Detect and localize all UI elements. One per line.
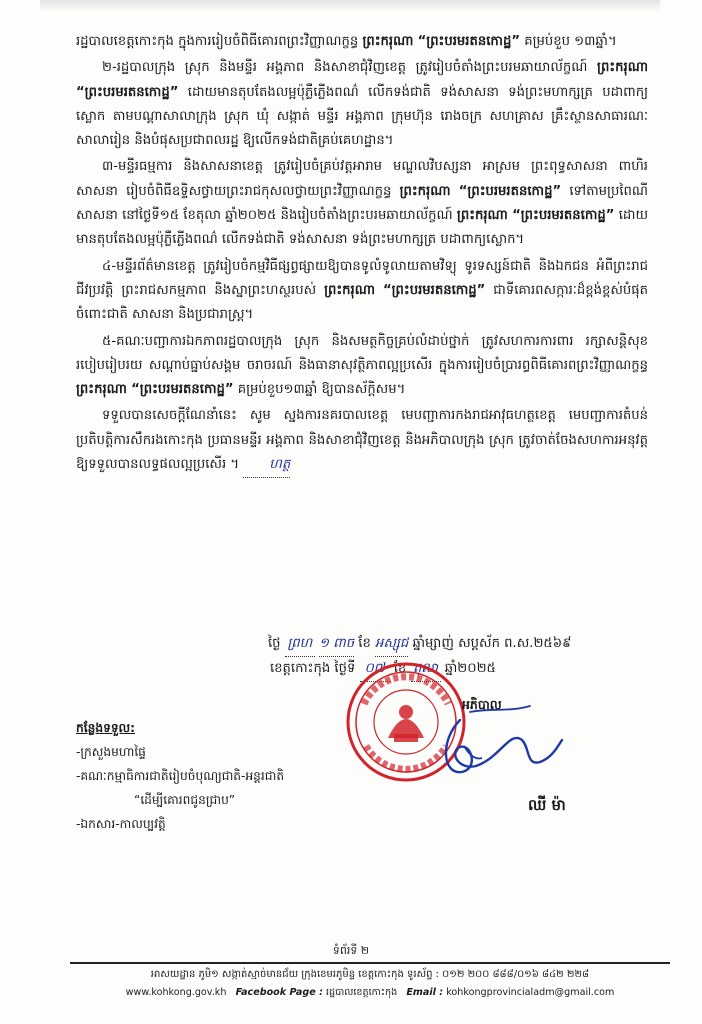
footer-contact	[70, 986, 670, 1000]
paragraph-closing: ទទួលបានសេចក្តីណែនាំនេះ សូម ស្នងការនគរបាលខេត្ត មេបញ្ជាការកងរាជអាវុធហត្ថខេត្ត មេបញ្ជាការតំបន់ប្រតិបត្តិការសឹករងកោះកុង ប្រធានមន្ទីរ អង្គភាព និងសាខាជុំវិញខេត្ត និងអភិបាលក្រុង ស្រុក ត្រូវចាត់ចែងសហការអនុវត្តឱ្យទទួលបានលទ្ធផលល្អប្រសើរ ។ ហត្ថ	[76, 404, 648, 478]
signature-icon	[430, 700, 570, 790]
emphasis-title: ព្រះករុណា	[399, 183, 451, 199]
facebook-value: រដ្ឋបាលខេត្តកោះកុង	[325, 987, 398, 998]
lunar-date-line: ថ្ងៃ ព្រហ ១ ពាច ខែ អស្សុជ ឆ្នាំម្សាញ់ សប្តស័ក ព.ស.២៥៦៩	[230, 632, 670, 657]
handwritten-lunar-day: ១ ពាច	[319, 632, 354, 657]
facebook-label: Facebook Page :	[235, 987, 323, 998]
paragraph-5: ៥-គណៈបញ្ជាការឯកភាពរដ្ឋបាលក្រុង ស្រុក និងសមត្ថកិច្ចគ្រប់លំដាប់ថ្នាក់ ត្រូវសហការការពារ រក្សាសន្តិសុខ របៀបរៀបរយ សណ្តាប់ធ្នាប់សង្គម ចរាចរណ៍ និងធានាសុវត្ថិភាពល្អប្រសើរ ក្នុងការរៀបចំប្រារព្ធពិធីគោរពព្រះវិញ្ញាណក្ខន្ធ ព្រះករុណា “ព្រះបរមរតនកោដ្ឋ” គម្រប់ខួប១៣ឆ្នាំ ឱ្យបានស័ក្តិសម។	[76, 333, 648, 398]
emphasis-title: ព្រះករុណា	[324, 282, 376, 298]
handwritten-month: តុលា	[411, 657, 441, 682]
handwritten-month: អស្សុជ	[375, 632, 408, 657]
footer-divider	[70, 962, 670, 964]
handwritten-day: ព្រហ	[285, 632, 315, 657]
emphasis-title: “ព្រះបរមរតនកោដ្ឋ”	[131, 382, 234, 398]
cc-title: កន្លែងទទួល:	[76, 721, 136, 735]
emphasis-title: “ព្រះបរមរតនកោដ្ឋ”	[458, 183, 562, 199]
handwritten-date: ០៧	[360, 657, 390, 682]
emphasis-title: ព្រះករុណា	[597, 60, 648, 76]
emphasis-title: “ព្រះបរមរតនកោដ្ឋ”	[417, 34, 520, 49]
email-label: Email :	[406, 987, 444, 998]
list-item: -គណៈកម្មាធិការជាតិរៀបចំបុណ្យជាតិ-អន្តរជាតិ	[76, 769, 285, 783]
emphasis-title: ព្រះករុណា	[76, 382, 127, 398]
solar-date-line: ខេត្តកោះកុង ថ្ងៃទី ០៧ ខែ តុលា ឆ្នាំ២០២៥	[230, 657, 670, 682]
email-link[interactable]: kohkongprovincialadm@gmail.com	[446, 987, 615, 998]
emphasis-title: “ព្រះបរមរតនកោដ្ឋ”	[512, 208, 615, 224]
footer-address: អាសយដ្ឋាន ភូមិ១ សង្កាត់ស្មាច់មានជ័យ ក្រុងខេមរភូមិន្ទ ខេត្តកោះកុង ទូរស័ព្ទ : ០១២ ២០០ ៨៨៨/០១៦ ៨៤២ ២២៨	[150, 969, 590, 980]
paragraph-1-continuation: រដ្ឋបាលខេត្តកោះកុង ក្នុងការរៀបចំពិធីគោរពព្រះវិញ្ញាណក្ខន្ធ ព្រះករុណា “ព្រះបរមរតនកោដ្ឋ” គម្រប់ខួប ១៣ឆ្នាំ។	[76, 34, 617, 49]
website-link[interactable]: www.kohkong.gov.kh	[125, 987, 227, 998]
signer-title: អភិបាល	[462, 697, 502, 712]
emphasis-title: “ព្រះបរមរតនកោដ្ឋ”	[382, 282, 486, 298]
emphasis-title: ព្រះករុណា	[362, 34, 414, 49]
page-number: ទំព័រទី ២	[332, 944, 370, 957]
list-item-note: “ដើម្បីគោរពជូនជ្រាប”	[134, 793, 236, 807]
letter-body	[76, 30, 648, 480]
list-item: -ក្រសួងមហាផ្ទៃ	[76, 745, 146, 759]
cc-list	[76, 716, 376, 836]
handwritten-initial: ហត្ថ	[243, 453, 290, 478]
paragraph-3: ៣-មន្ទីរធម្មការ និងសាសនាខេត្ត ត្រូវរៀបចំគ្រប់វត្តអារាម មណ្ឌលវិបស្សនា អាស្រម ព្រះពុទ្ធសាសនា ពាហិរសាសនា រៀបចំពិធីឧទ្ទិសថ្វាយព្រះរាជកុសលថ្វាយព្រះវិញ្ញាណក្ខន្ធ ព្រះករុណា “ព្រះបរមរតនកោដ្ឋ” ទៅតាមប្រពៃណីសាសនា នៅថ្ងៃទី១៥ ខែតុលា ឆ្នាំ២០២៥ និងរៀបចំតាំងព្រះបរមឆាយាល័ក្ខណ៍ ព្រះករុណា “ព្រះបរមរតនកោដ្ឋ” ដោយមានតុបតែងលម្អប៉ុភ្លឺភ្លើងពណ៌ លើកទង់ជាតិ ទង់សាសនា ទង់ព្រះមហាក្សត្រ បដាពាក្យស្លោក។	[76, 159, 649, 248]
signer-name: ឈី ម៉ា	[528, 796, 566, 814]
list-item: -ឯកសារ-កាលប្បវត្តិ	[76, 817, 166, 831]
emphasis-title: “ព្រះបរមរតនកោដ្ឋ”	[76, 84, 179, 100]
emphasis-title: ព្រះករុណា	[456, 208, 508, 224]
paragraph-4: ៤-មន្ទីរព័ត៌មានខេត្ត ត្រូវរៀបចំកម្មវិធីផ្សព្វផ្សាយឱ្យបានទូលំទូលាយតាមវិទ្យុ ទូរទស្សន៍ជាតិ និងឯកជន អំពីព្រះរាជជីវប្រវត្តិ ព្រះរាជសកម្មភាព និងស្នាព្រះហស្ថរបស់ ព្រះករុណា “ព្រះបរមរតនកោដ្ឋ” ជាទីគោរពសក្ការៈដ៏ខ្ពង់ខ្ពស់បំផុត ចំពោះជាតិ សាសនា និងប្រជារាស្ត្រ។	[76, 258, 648, 323]
scan-edge	[40, 0, 660, 12]
paragraph-2: ២-រដ្ឋបាលក្រុង ស្រុក និងមន្ទីរ អង្គភាព និងសាខាជុំវិញខេត្ត ត្រូវរៀបចំតាំងព្រះបរមឆាយាល័ក្ខណ៍ ព្រះករុណា “ព្រះបរមរតនកោដ្ឋ” ដោយមានតុបតែងលម្អប៉ុភ្លឺភ្លើងពណ៌ លើកទង់ជាតិ ទង់សាសនា ទង់ព្រះមហាក្សត្រ បដាពាក្យស្លោក តាមបណ្តាសាលាក្រុង ស្រុក ឃុំ សង្កាត់ មន្ទីរ អង្គភាព ក្រុមហ៊ុន រោងចក្រ សហគ្រាស គ្រឹះស្ថានសាធារណៈ សាលារៀន និងបំផុសប្រជាពលរដ្ឋ ឱ្យលើកទង់ជាតិគ្រប់គេហដ្ឋាន។	[76, 60, 648, 149]
